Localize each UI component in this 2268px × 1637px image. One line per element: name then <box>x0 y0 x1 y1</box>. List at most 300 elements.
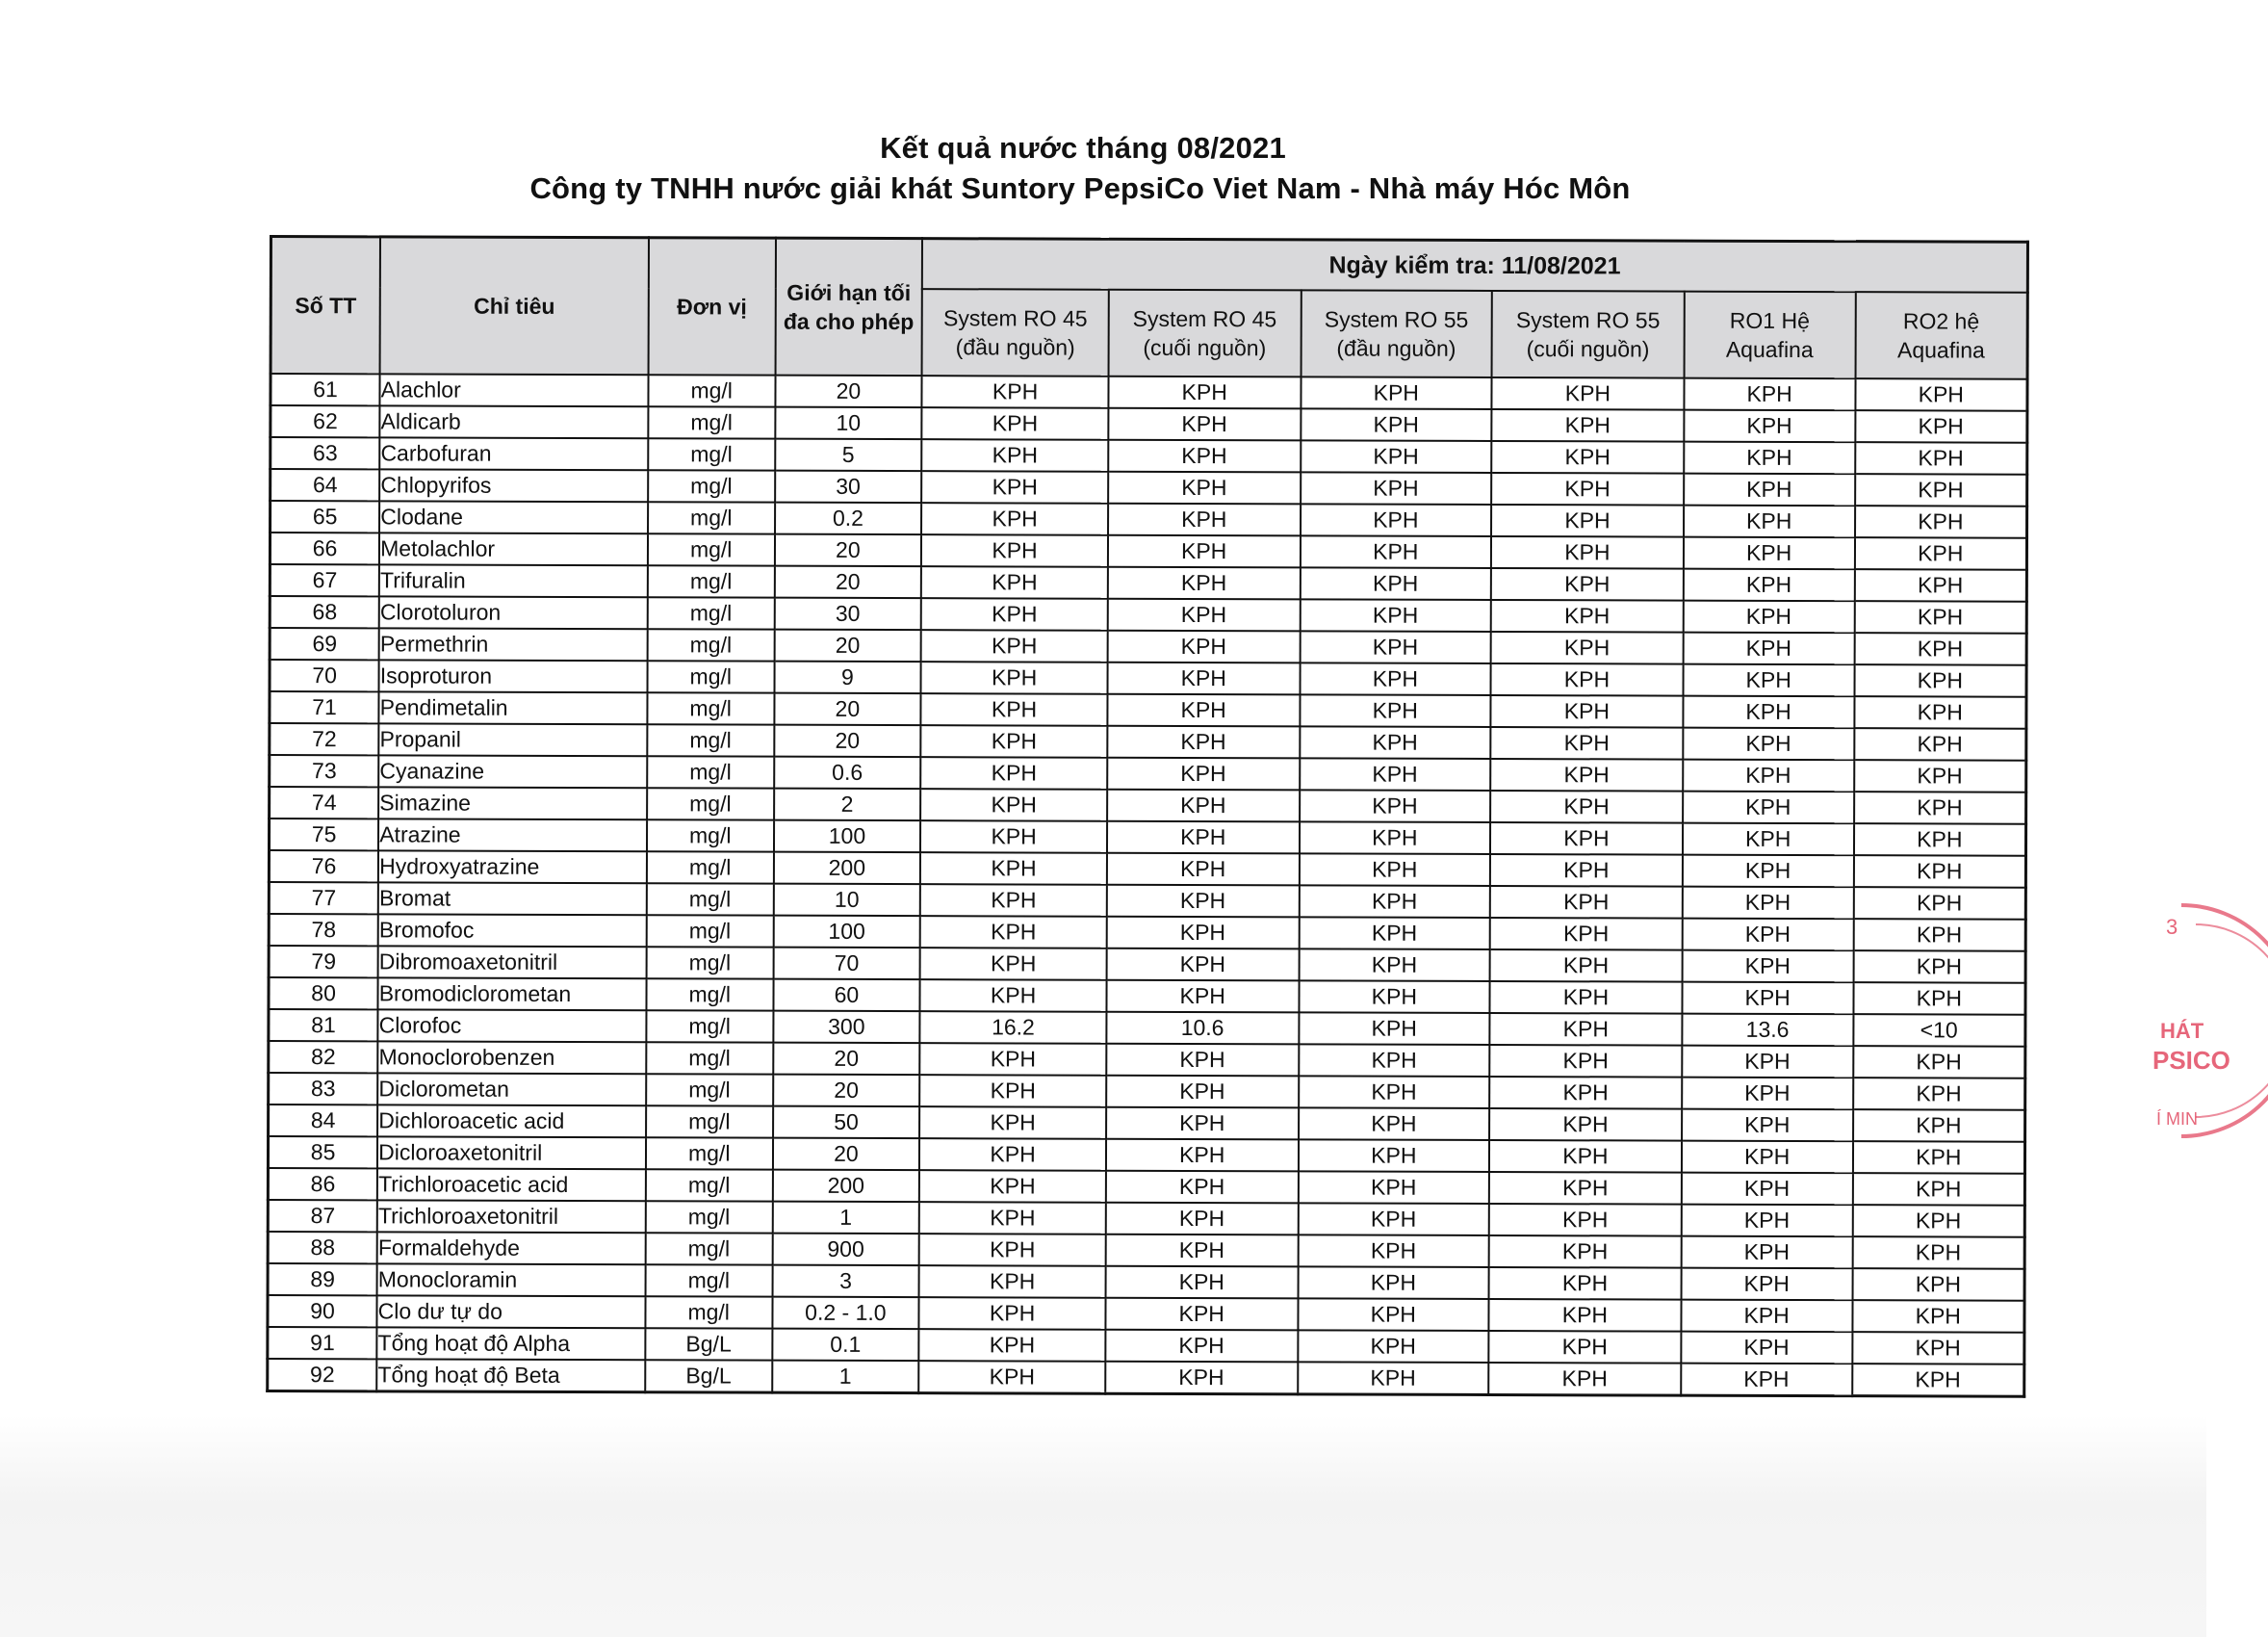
row-chi-tieu: Alachlor <box>380 374 649 406</box>
row-result-1: KPH <box>921 503 1108 535</box>
row-result-2: KPH <box>1106 1076 1299 1108</box>
table-body <box>268 374 2027 1396</box>
row-stt: 77 <box>269 882 378 914</box>
row-result-5: KPH <box>1684 410 1855 443</box>
row-result-3: KPH <box>1300 758 1491 791</box>
row-result-2: KPH <box>1106 1139 1299 1172</box>
row-chi-tieu: Formaldehyde <box>377 1232 646 1264</box>
row-result-4: KPH <box>1491 663 1684 696</box>
row-result-1: KPH <box>920 916 1107 948</box>
row-result-3: KPH <box>1299 980 1490 1013</box>
row-result-1: KPH <box>921 534 1108 567</box>
row-result-6: KPH <box>1852 1300 2024 1333</box>
row-result-2: KPH <box>1105 1330 1298 1363</box>
row-stt: 65 <box>271 501 380 533</box>
row-result-5: KPH <box>1683 664 1854 697</box>
row-result-2: KPH <box>1106 1203 1299 1235</box>
row-result-3: KPH <box>1300 726 1491 759</box>
row-result-5: KPH <box>1681 1268 1852 1301</box>
row-result-4: KPH <box>1490 981 1683 1014</box>
header-chi-tieu: Chỉ tiêu <box>380 237 649 375</box>
row-result-6: <10 <box>1853 1014 2025 1047</box>
row-result-6: KPH <box>1855 474 2027 507</box>
row-gioi-han: 10 <box>775 407 922 439</box>
row-chi-tieu: Monocloramin <box>377 1263 646 1296</box>
row-don-vi: mg/l <box>646 978 773 1010</box>
row-chi-tieu: Trifuralin <box>379 564 648 597</box>
row-result-4: KPH <box>1489 1045 1682 1078</box>
row-result-2: KPH <box>1108 377 1301 409</box>
row-result-1: KPH <box>920 884 1107 917</box>
row-result-6: KPH <box>1854 823 2026 856</box>
row-stt: 84 <box>269 1104 378 1136</box>
row-result-1: KPH <box>920 820 1107 853</box>
row-chi-tieu: Clorofoc <box>378 1009 647 1042</box>
row-result-6: KPH <box>1854 633 2026 665</box>
row-gioi-han: 900 <box>772 1234 919 1265</box>
row-result-2: KPH <box>1105 1298 1298 1331</box>
row-result-5: KPH <box>1681 1205 1852 1237</box>
row-result-4: KPH <box>1489 1013 1682 1046</box>
row-gioi-han: 20 <box>773 1075 920 1106</box>
header-system-ro55-cuoi: System RO 55 (cuối nguồn) <box>1492 291 1685 378</box>
row-result-5: KPH <box>1683 792 1854 824</box>
row-chi-tieu: Dicloroaxetonitril <box>377 1136 646 1169</box>
row-result-6: KPH <box>1853 919 2025 951</box>
row-result-3: KPH <box>1300 694 1491 727</box>
row-result-4: KPH <box>1489 1077 1682 1109</box>
row-chi-tieu: Cyanazine <box>378 755 647 788</box>
row-result-4: KPH <box>1490 918 1683 950</box>
row-result-2: KPH <box>1106 1107 1299 1140</box>
row-gioi-han: 200 <box>772 1170 919 1202</box>
row-result-4: KPH <box>1489 1108 1682 1141</box>
row-result-2: KPH <box>1108 567 1301 600</box>
row-result-1: KPH <box>921 598 1108 631</box>
row-result-5: KPH <box>1682 950 1853 983</box>
row-result-5: 13.6 <box>1682 1014 1853 1047</box>
row-chi-tieu: Atrazine <box>378 818 647 851</box>
row-result-6: KPH <box>1852 1173 2024 1206</box>
row-result-6: KPH <box>1854 696 2026 729</box>
row-result-5: KPH <box>1684 537 1855 570</box>
row-stt: 70 <box>270 660 379 691</box>
row-gioi-han: 0.2 <box>775 503 922 534</box>
row-don-vi: mg/l <box>647 819 774 851</box>
row-result-6: KPH <box>1852 1332 2024 1364</box>
row-result-4: KPH <box>1488 1363 1681 1395</box>
row-chi-tieu: Bromat <box>378 882 647 915</box>
row-result-1: KPH <box>920 789 1107 821</box>
row-result-2: KPH <box>1107 885 1300 918</box>
row-chi-tieu: Isoproturon <box>379 660 648 692</box>
row-result-2: KPH <box>1108 599 1301 632</box>
row-don-vi: mg/l <box>648 502 775 533</box>
row-result-1: KPH <box>919 1106 1106 1139</box>
row-result-6: KPH <box>1853 1078 2025 1110</box>
row-result-4: KPH <box>1490 727 1683 760</box>
row-gioi-han: 9 <box>774 662 921 693</box>
row-result-3: KPH <box>1300 790 1491 822</box>
row-stt: 86 <box>268 1168 377 1200</box>
company-stamp <box>2152 896 2268 1156</box>
row-result-6: KPH <box>1852 1205 2024 1237</box>
row-gioi-han: 1 <box>772 1202 919 1234</box>
row-result-3: KPH <box>1299 853 1490 886</box>
row-don-vi: mg/l <box>648 438 775 470</box>
row-result-5: KPH <box>1682 919 1853 951</box>
row-result-3: KPH <box>1299 885 1490 918</box>
row-chi-tieu: Bromodiclorometan <box>378 977 647 1010</box>
row-result-3: KPH <box>1298 1266 1489 1299</box>
row-result-3: KPH <box>1301 440 1492 473</box>
row-don-vi: mg/l <box>645 1264 772 1296</box>
row-chi-tieu: Clodane <box>379 501 648 533</box>
row-result-4: KPH <box>1491 505 1684 537</box>
row-chi-tieu: Permethrin <box>379 628 648 661</box>
row-result-2: KPH <box>1108 631 1301 663</box>
row-stt: 92 <box>268 1359 377 1391</box>
row-result-5: KPH <box>1683 855 1854 888</box>
stamp-text-1: 3 <box>2166 915 2178 939</box>
row-stt: 62 <box>271 405 380 437</box>
row-result-6: KPH <box>1855 506 2027 538</box>
row-result-1: KPH <box>919 1234 1106 1266</box>
row-result-1: 16.2 <box>920 1011 1107 1044</box>
row-result-5: KPH <box>1683 728 1854 761</box>
row-chi-tieu: Carbofuran <box>379 437 648 470</box>
row-stt: 68 <box>270 596 379 628</box>
row-don-vi: mg/l <box>647 724 774 756</box>
row-result-1: KPH <box>921 725 1108 758</box>
row-gioi-han: 20 <box>773 1138 920 1170</box>
row-result-1: KPH <box>920 948 1107 980</box>
row-gioi-han: 20 <box>775 376 922 407</box>
row-result-3: KPH <box>1300 567 1491 600</box>
row-result-4: KPH <box>1492 377 1685 410</box>
row-result-2: KPH <box>1107 917 1300 949</box>
row-result-3: KPH <box>1299 948 1490 981</box>
row-gioi-han: 20 <box>773 1043 920 1075</box>
row-result-6: KPH <box>1852 1236 2024 1269</box>
row-chi-tieu: Bromofoc <box>378 914 647 947</box>
header-ro2-aquafina: RO2 hệ Aquafina <box>1855 292 2027 379</box>
row-gioi-han: 50 <box>773 1106 920 1138</box>
row-result-3: KPH <box>1300 599 1491 632</box>
row-gioi-han: 200 <box>773 852 920 884</box>
row-don-vi: mg/l <box>648 375 775 406</box>
header-gioi-han: Giới hạn tối đa cho phép <box>775 238 922 376</box>
row-stt: 80 <box>269 977 378 1009</box>
row-don-vi: mg/l <box>647 788 774 819</box>
row-gioi-han: 20 <box>774 630 921 662</box>
row-result-3: KPH <box>1301 472 1492 505</box>
row-stt: 88 <box>268 1232 377 1263</box>
row-gioi-han: 100 <box>774 820 921 852</box>
row-don-vi: mg/l <box>646 1201 773 1233</box>
row-result-4: KPH <box>1491 568 1684 601</box>
row-result-6: KPH <box>1854 760 2026 793</box>
row-result-6: KPH <box>1855 442 2027 475</box>
row-stt: 73 <box>270 755 379 787</box>
row-gioi-han: 30 <box>775 471 922 503</box>
row-result-5: KPH <box>1684 442 1855 475</box>
row-gioi-han: 3 <box>772 1265 919 1297</box>
row-result-3: KPH <box>1298 1298 1489 1331</box>
row-result-5: KPH <box>1683 601 1854 634</box>
row-result-3: KPH <box>1301 408 1492 441</box>
row-result-4: KPH <box>1489 1204 1682 1236</box>
row-result-2: KPH <box>1108 504 1301 536</box>
row-result-2: KPH <box>1106 1171 1299 1204</box>
row-result-2: KPH <box>1108 440 1301 473</box>
row-stt: 90 <box>268 1295 377 1327</box>
row-gioi-han: 100 <box>773 916 920 948</box>
row-gioi-han: 20 <box>774 693 921 725</box>
row-result-2: KPH <box>1107 663 1300 695</box>
row-don-vi: mg/l <box>647 756 774 788</box>
row-chi-tieu: Trichloroacetic acid <box>377 1168 646 1201</box>
row-result-1: KPH <box>919 1329 1106 1362</box>
row-stt: 76 <box>269 850 378 882</box>
row-result-1: KPH <box>921 662 1108 694</box>
row-chi-tieu: Diclorometan <box>377 1073 646 1105</box>
row-result-5: KPH <box>1682 1141 1853 1174</box>
header-stt: Số TT <box>271 237 380 375</box>
row-gioi-han: 0.2 - 1.0 <box>772 1297 919 1329</box>
row-result-2: KPH <box>1105 1266 1298 1299</box>
row-result-5: KPH <box>1681 1236 1852 1269</box>
row-gioi-han: 300 <box>773 1011 920 1043</box>
row-result-4: KPH <box>1490 886 1683 919</box>
row-chi-tieu: Propanil <box>378 723 647 756</box>
row-result-5: KPH <box>1682 1046 1853 1078</box>
row-stt: 66 <box>270 533 379 564</box>
row-stt: 72 <box>270 723 379 755</box>
stamp-text-3: PSICO <box>2152 1046 2230 1075</box>
header-system-ro55-dau: System RO 55 (đầu nguồn) <box>1301 290 1492 377</box>
row-result-4: KPH <box>1489 1172 1682 1205</box>
row-result-1: KPH <box>920 1043 1107 1076</box>
row-result-6: KPH <box>1854 569 2026 602</box>
header-system-ro45-dau: System RO 45 (đầu nguồn) <box>922 289 1109 377</box>
row-result-6: KPH <box>1854 728 2026 761</box>
row-stt: 82 <box>269 1041 378 1073</box>
row-result-4: KPH <box>1488 1331 1681 1364</box>
row-result-3: KPH <box>1298 1234 1489 1267</box>
row-chi-tieu: Dibromoaxetonitril <box>378 946 647 978</box>
row-result-5: KPH <box>1682 1173 1853 1206</box>
row-gioi-han: 70 <box>773 948 920 979</box>
row-stt: 89 <box>268 1263 377 1295</box>
row-gioi-han: 20 <box>775 534 922 566</box>
row-don-vi: mg/l <box>647 661 774 692</box>
row-result-6: KPH <box>1855 378 2027 411</box>
row-chi-tieu: Metolachlor <box>379 533 648 565</box>
row-result-2: KPH <box>1107 726 1300 759</box>
row-don-vi: mg/l <box>646 1010 773 1042</box>
row-result-3: KPH <box>1300 663 1491 695</box>
row-result-5: KPH <box>1683 760 1854 793</box>
table-row <box>268 1359 2024 1396</box>
row-don-vi: mg/l <box>646 1233 773 1264</box>
row-chi-tieu: Pendimetalin <box>379 691 648 724</box>
row-result-6: KPH <box>1853 887 2025 920</box>
row-result-3: KPH <box>1298 1362 1489 1394</box>
row-result-6: KPH <box>1855 410 2027 443</box>
row-chi-tieu: Trichloroaxetonitril <box>377 1200 646 1233</box>
row-gioi-han: 0.1 <box>772 1329 919 1361</box>
row-result-2: KPH <box>1106 1234 1299 1267</box>
row-gioi-han: 1 <box>772 1361 919 1393</box>
row-stt: 75 <box>269 818 378 850</box>
row-result-4: KPH <box>1491 600 1684 633</box>
row-gioi-han: 10 <box>773 884 920 916</box>
row-don-vi: mg/l <box>646 1074 773 1105</box>
row-result-1: KPH <box>921 693 1108 726</box>
row-result-6: KPH <box>1852 1364 2024 1396</box>
row-chi-tieu: Hydroxyatrazine <box>378 850 647 883</box>
row-result-5: KPH <box>1683 633 1854 665</box>
row-result-5: KPH <box>1681 1364 1852 1396</box>
row-result-6: KPH <box>1853 982 2025 1015</box>
row-result-5: KPH <box>1684 378 1855 411</box>
stamp-text-2: HÁT <box>2160 1019 2204 1043</box>
row-result-2: KPH <box>1105 1362 1298 1394</box>
row-gioi-han: 20 <box>774 566 921 598</box>
document-header <box>0 131 2206 206</box>
row-don-vi: mg/l <box>645 1296 772 1328</box>
row-result-3: KPH <box>1298 1171 1489 1204</box>
row-result-5: KPH <box>1682 887 1853 920</box>
row-stt: 87 <box>268 1200 377 1232</box>
row-result-2: KPH <box>1106 980 1299 1013</box>
header-ro1-aquafina: RO1 Hệ Aquafina <box>1684 292 1855 379</box>
row-don-vi: mg/l <box>646 1042 773 1074</box>
row-chi-tieu: Tổng hoạt độ Beta <box>376 1359 645 1391</box>
row-result-1: KPH <box>921 439 1108 472</box>
row-result-2: KPH <box>1106 948 1299 981</box>
row-don-vi: mg/l <box>647 692 774 724</box>
row-result-5: KPH <box>1684 569 1855 602</box>
header-system-ro45-cuoi: System RO 45 (cuối nguồn) <box>1108 290 1301 377</box>
row-result-5: KPH <box>1682 1078 1853 1110</box>
row-result-4: KPH <box>1490 791 1683 823</box>
row-result-5: KPH <box>1684 474 1855 507</box>
row-result-4: KPH <box>1491 695 1684 728</box>
row-gioi-han: 20 <box>774 725 921 757</box>
row-stt: 91 <box>268 1327 377 1359</box>
row-stt: 81 <box>269 1009 378 1041</box>
header-don-vi: Đơn vị <box>648 238 775 376</box>
table-header <box>271 237 2027 379</box>
row-result-2: 10.6 <box>1106 1012 1299 1045</box>
row-result-2: KPH <box>1108 535 1301 568</box>
row-result-1: KPH <box>920 979 1107 1012</box>
row-chi-tieu: Clo dư tự do <box>377 1295 646 1328</box>
row-result-5: KPH <box>1683 823 1854 856</box>
row-result-1: KPH <box>919 1297 1106 1330</box>
row-gioi-han: 30 <box>774 598 921 630</box>
row-chi-tieu: Monoclorobenzen <box>377 1041 646 1074</box>
row-result-6: KPH <box>1853 950 2025 983</box>
row-stt: 64 <box>271 469 380 501</box>
row-result-4: KPH <box>1491 409 1684 442</box>
row-result-4: KPH <box>1491 441 1684 474</box>
row-stt: 83 <box>269 1073 378 1104</box>
row-result-5: KPH <box>1682 982 1853 1015</box>
row-result-1: KPH <box>920 852 1107 885</box>
row-result-5: KPH <box>1684 506 1855 538</box>
row-stt: 63 <box>271 437 380 469</box>
row-result-4: KPH <box>1491 536 1684 569</box>
row-result-1: KPH <box>919 1138 1106 1171</box>
row-don-vi: mg/l <box>648 629 775 661</box>
water-results-table <box>266 235 2029 1398</box>
row-gioi-han: 60 <box>773 979 920 1011</box>
document-title: Kết quả nước tháng 08/2021 <box>880 131 1286 165</box>
row-result-1: KPH <box>921 471 1108 504</box>
row-result-4: KPH <box>1489 1235 1682 1268</box>
row-don-vi: mg/l <box>648 597 775 629</box>
row-result-3: KPH <box>1299 821 1490 854</box>
row-result-6: KPH <box>1853 1046 2025 1078</box>
row-don-vi: mg/l <box>647 883 774 915</box>
row-don-vi: mg/l <box>648 406 775 438</box>
row-chi-tieu: Clorotoluron <box>379 596 648 629</box>
row-result-4: KPH <box>1490 822 1683 855</box>
row-stt: 67 <box>270 564 379 596</box>
row-result-1: KPH <box>920 757 1107 790</box>
row-gioi-han: 0.6 <box>774 757 921 789</box>
row-chi-tieu: Simazine <box>378 787 647 819</box>
row-result-1: KPH <box>919 1265 1106 1298</box>
row-result-5: KPH <box>1683 696 1854 729</box>
row-result-3: KPH <box>1301 504 1492 536</box>
row-result-4: KPH <box>1489 1267 1682 1300</box>
row-result-4: KPH <box>1489 1299 1682 1332</box>
scan-background-shade <box>0 1416 2206 1637</box>
row-result-3: KPH <box>1298 1330 1489 1363</box>
row-result-3: KPH <box>1298 1139 1489 1172</box>
row-result-4: KPH <box>1491 632 1684 664</box>
row-don-vi: Bg/L <box>645 1360 772 1392</box>
row-result-6: KPH <box>1854 792 2026 824</box>
row-result-4: KPH <box>1490 854 1683 887</box>
row-result-6: KPH <box>1853 855 2025 888</box>
row-chi-tieu: Dichloroacetic acid <box>377 1104 646 1137</box>
row-don-vi: mg/l <box>647 915 774 947</box>
row-result-5: KPH <box>1681 1332 1852 1364</box>
row-stt: 74 <box>270 787 379 818</box>
row-don-vi: mg/l <box>648 470 775 502</box>
row-chi-tieu: Aldicarb <box>380 405 649 438</box>
row-don-vi: mg/l <box>648 533 775 565</box>
row-don-vi: mg/l <box>646 1169 773 1201</box>
row-stt: 61 <box>271 374 380 405</box>
row-result-3: KPH <box>1298 1203 1489 1235</box>
row-stt: 85 <box>268 1136 377 1168</box>
row-result-3: KPH <box>1299 1076 1490 1108</box>
row-result-4: KPH <box>1491 473 1684 506</box>
row-don-vi: mg/l <box>648 565 775 597</box>
row-result-6: KPH <box>1854 601 2026 634</box>
row-result-3: KPH <box>1299 1012 1490 1045</box>
row-stt: 79 <box>269 946 378 977</box>
row-result-3: KPH <box>1299 1044 1490 1077</box>
row-don-vi: mg/l <box>647 851 774 883</box>
row-result-1: KPH <box>919 1170 1106 1203</box>
